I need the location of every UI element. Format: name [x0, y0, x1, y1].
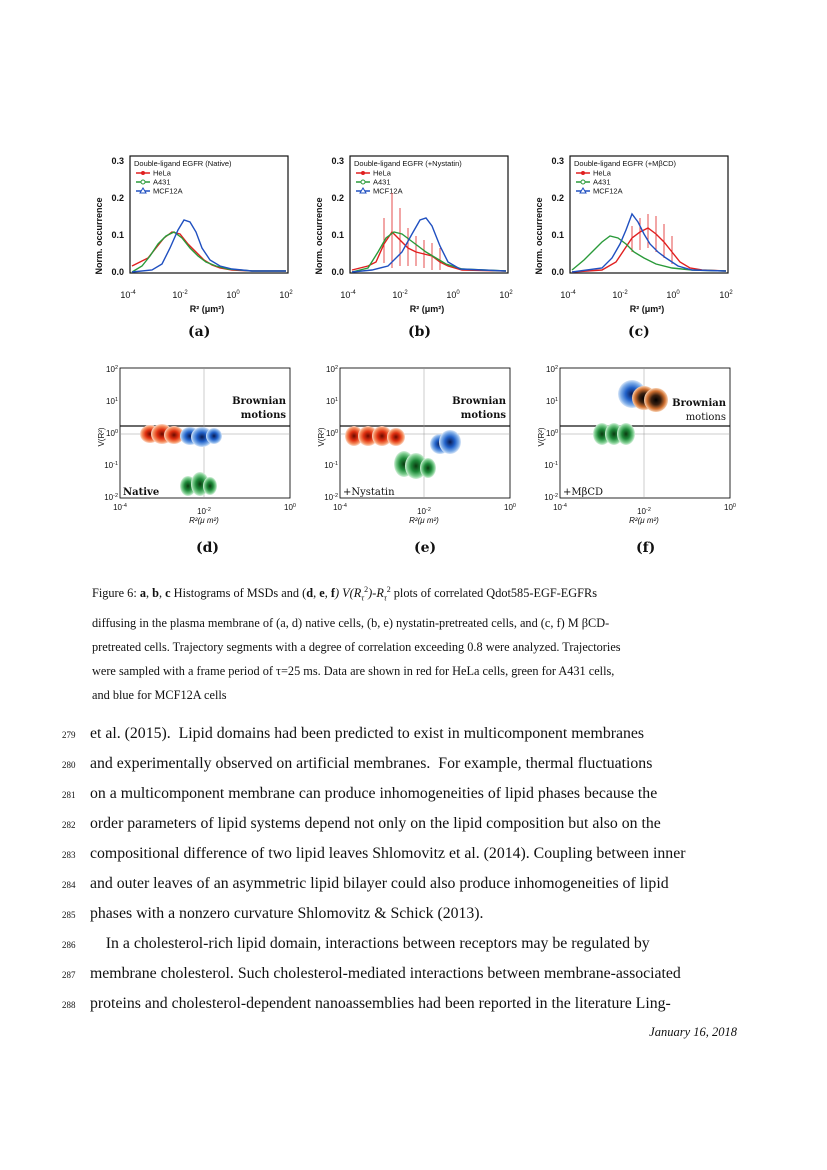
figure-caption [92, 578, 738, 707]
xtick: $10^2$ [499, 290, 513, 300]
y-axis-label: V(R²) [537, 427, 546, 447]
xtick: $10^0$ [724, 503, 736, 512]
ytick: $10^{-1}$ [324, 461, 338, 470]
xtick: $10^{-4}$ [333, 503, 347, 512]
panel-label-e: (e) [414, 540, 437, 556]
ytick: $10^{-2}$ [324, 493, 338, 502]
body-line: order parameters of lipid systems depend not only on the lipid composition but also on the [90, 815, 661, 832]
series-mcf12a [352, 218, 506, 272]
legend-mcf12a: MCF12A [373, 186, 403, 196]
xtick: $10^{-4}$ [120, 290, 136, 300]
legend-mcf12a: MCF12A [593, 186, 623, 196]
line-number: 281 [62, 790, 76, 800]
line-number: 287 [62, 970, 76, 980]
ytick: 0.0 [331, 267, 344, 277]
caption-line: Figure 6: a, b, c Histograms of MSDs and (d, e, f) $V(R_\tau^2)-R_\tau^2$ plots of correlated Qdot585-EGF-EGFRs [92, 585, 597, 603]
xtick: $10^0$ [666, 290, 680, 300]
ytick: $10^{-2}$ [104, 493, 118, 502]
ytick: 0.2 [551, 193, 564, 203]
body-line: et al. (2015). Lipid domains had been predicted to exist in multicomponent membranes [90, 725, 645, 742]
xtick: $10^{-4}$ [340, 290, 356, 300]
panel-label-b: (b) [408, 324, 432, 340]
ytick: 0.2 [111, 193, 124, 203]
legend-hela: HeLa [373, 168, 391, 178]
xtick: $10^{-2}$ [637, 507, 651, 516]
legend-a431: A431 [153, 177, 171, 187]
ytick: $10^{-1}$ [544, 461, 558, 470]
body-line: and experimentally observed on artificial membranes. For example, thermal fluctuations [90, 755, 653, 772]
line-number: 288 [62, 1000, 76, 1010]
ytick: 0.1 [111, 230, 124, 240]
y-axis-label: Norm. occurrence [314, 197, 324, 275]
panel-label-c: (c) [628, 324, 650, 340]
ytick: 0.3 [111, 156, 124, 166]
cluster-a431 [394, 451, 436, 479]
brownian-label: Brownian [452, 396, 506, 407]
xtick: $10^{-4}$ [560, 290, 576, 300]
x-axis-label: R² (μm²) [409, 304, 445, 314]
legend-mcf12a: MCF12A [153, 186, 183, 196]
series-mcf12a [572, 214, 726, 272]
body-line: phases with a nonzero curvature Shlomovitz & Schick (2013). [90, 905, 484, 922]
body-line: membrane cholesterol. Such cholesterol-mediated interactions between membrane-associated [90, 965, 681, 982]
brownian-label: motions [460, 410, 506, 421]
histogram-panel-b [312, 148, 522, 323]
line-number: 279 [62, 730, 76, 740]
legend [354, 159, 462, 196]
condition-label: +Nystatin [343, 487, 395, 498]
body-line: on a multicomponent membrane can produce inhomogeneities of lipid phases because the [90, 785, 658, 802]
xtick: $10^0$ [504, 503, 516, 512]
page-date: January 16, 2018 [649, 1025, 737, 1039]
histogram-panel-c [532, 148, 742, 323]
ytick: $10^1$ [326, 397, 338, 406]
ytick: 0.0 [551, 267, 564, 277]
series-a431 [132, 232, 286, 272]
contour-panel-d [92, 362, 302, 527]
legend [574, 159, 677, 196]
series-hela [132, 232, 286, 271]
ytick: $10^2$ [106, 365, 118, 374]
ytick: $10^0$ [326, 429, 338, 438]
series-hela [572, 228, 726, 272]
line-number: 285 [62, 910, 76, 920]
x-axis-label: R² (μm²) [629, 304, 665, 314]
xtick: $10^{-2}$ [417, 507, 431, 516]
x-axis-label: R²(μ m²) [189, 516, 219, 525]
ytick: 0.1 [331, 230, 344, 240]
ytick: $10^{-2}$ [544, 493, 558, 502]
xtick: $10^0$ [284, 503, 296, 512]
legend-hela: HeLa [593, 168, 611, 178]
y-axis-label: V(R²) [317, 427, 326, 447]
xtick: $10^{-2}$ [392, 290, 408, 300]
series-mcf12a [132, 220, 286, 272]
xtick: $10^0$ [226, 290, 240, 300]
ytick: $10^1$ [546, 397, 558, 406]
caption-line: and blue for MCF12A cells [92, 687, 227, 702]
y-axis-label: V(R²) [97, 427, 106, 447]
legend-a431: A431 [373, 177, 391, 187]
panel-label-d: (d) [196, 540, 220, 556]
line-number: 282 [62, 820, 76, 830]
cluster-hela [632, 386, 668, 412]
y-axis-label: Norm. occurrence [534, 197, 544, 275]
xtick: $10^2$ [719, 290, 733, 300]
legend-hela: HeLa [153, 168, 171, 178]
x-axis-label: R²(μ m²) [629, 516, 659, 525]
xtick: $10^{-2}$ [612, 290, 628, 300]
ytick: $10^0$ [106, 429, 118, 438]
body-line: In a cholesterol-rich lipid domain, interactions between receptors may be regulated by [90, 935, 650, 952]
brownian-label: motions [240, 410, 286, 421]
contour-panel-e [312, 362, 522, 527]
cluster-hela [140, 424, 184, 444]
body-line: and outer leaves of an asymmetric lipid bilayer could also produce inhomogeneities of lipid [90, 875, 669, 892]
legend [134, 159, 232, 196]
cluster-a431 [593, 423, 635, 445]
brownian-label: motions [685, 412, 726, 423]
panel-label-f: (f) [636, 540, 656, 556]
xtick: $10^0$ [446, 290, 460, 300]
line-number: 284 [62, 880, 76, 890]
cluster-hela [345, 426, 405, 446]
legend-a431: A431 [593, 177, 611, 187]
series-a431 [352, 232, 506, 272]
brownian-label: Brownian [672, 398, 726, 409]
y-axis-label: Norm. occurrence [94, 197, 104, 275]
line-number: 283 [62, 850, 76, 860]
series-hela [352, 232, 506, 271]
condition-label: Native [123, 487, 160, 498]
caption-line: pretreated cells. Trajectory segments with a degree of correlation exceeding 0.8 were analyzed. Trajectories [92, 639, 621, 654]
histogram-panel-a [92, 148, 302, 323]
body-line: proteins and cholesterol-dependent nanoassemblies had been reported in the literature Ling- [90, 995, 671, 1012]
xtick: $10^2$ [279, 290, 293, 300]
line-number: 280 [62, 760, 76, 770]
cluster-mcf12a [430, 430, 461, 454]
xtick: $10^{-2}$ [197, 507, 211, 516]
ytick: 0.2 [331, 193, 344, 203]
ytick: $10^{-1}$ [104, 461, 118, 470]
ytick: $10^2$ [326, 365, 338, 374]
ytick: 0.3 [551, 156, 564, 166]
ytick: 0.3 [331, 156, 344, 166]
condition-label: +MβCD [563, 487, 604, 498]
xtick: $10^{-2}$ [172, 290, 188, 300]
legend-title: Double-ligand EGFR (Native) [134, 159, 232, 168]
xtick: $10^{-4}$ [113, 503, 127, 512]
ytick: $10^2$ [546, 365, 558, 374]
caption-line: were sampled with a frame period of τ=25 ms. Data are shown in red for HeLa cells, green for A431 cells, [92, 663, 615, 678]
x-axis-label: R²(μ m²) [409, 516, 439, 525]
ytick: $10^0$ [546, 429, 558, 438]
x-axis-label: R² (μm²) [189, 304, 225, 314]
ytick: $10^1$ [106, 397, 118, 406]
ytick: 0.1 [551, 230, 564, 240]
body-line: compositional difference of two lipid leaves Shlomovitz et al. (2014). Coupling between inner [90, 845, 686, 862]
line-number: 286 [62, 940, 76, 950]
brownian-label: Brownian [232, 396, 286, 407]
legend-title: Double-ligand EGFR (+Nystatin) [354, 159, 462, 168]
contour-panel-f [532, 362, 742, 527]
cluster-mcf12a [180, 427, 222, 447]
caption-line: diffusing in the plasma membrane of (a, d) native cells, (b, e) nystatin-pretreated cells, and (c, f) M βCD- [92, 615, 610, 630]
cluster-a431 [180, 472, 217, 496]
xtick: $10^{-4}$ [553, 503, 567, 512]
panel-label-a: (a) [188, 324, 211, 340]
legend-title: Double-ligand EGFR (+MβCD) [574, 159, 677, 168]
ytick: 0.0 [111, 267, 124, 277]
